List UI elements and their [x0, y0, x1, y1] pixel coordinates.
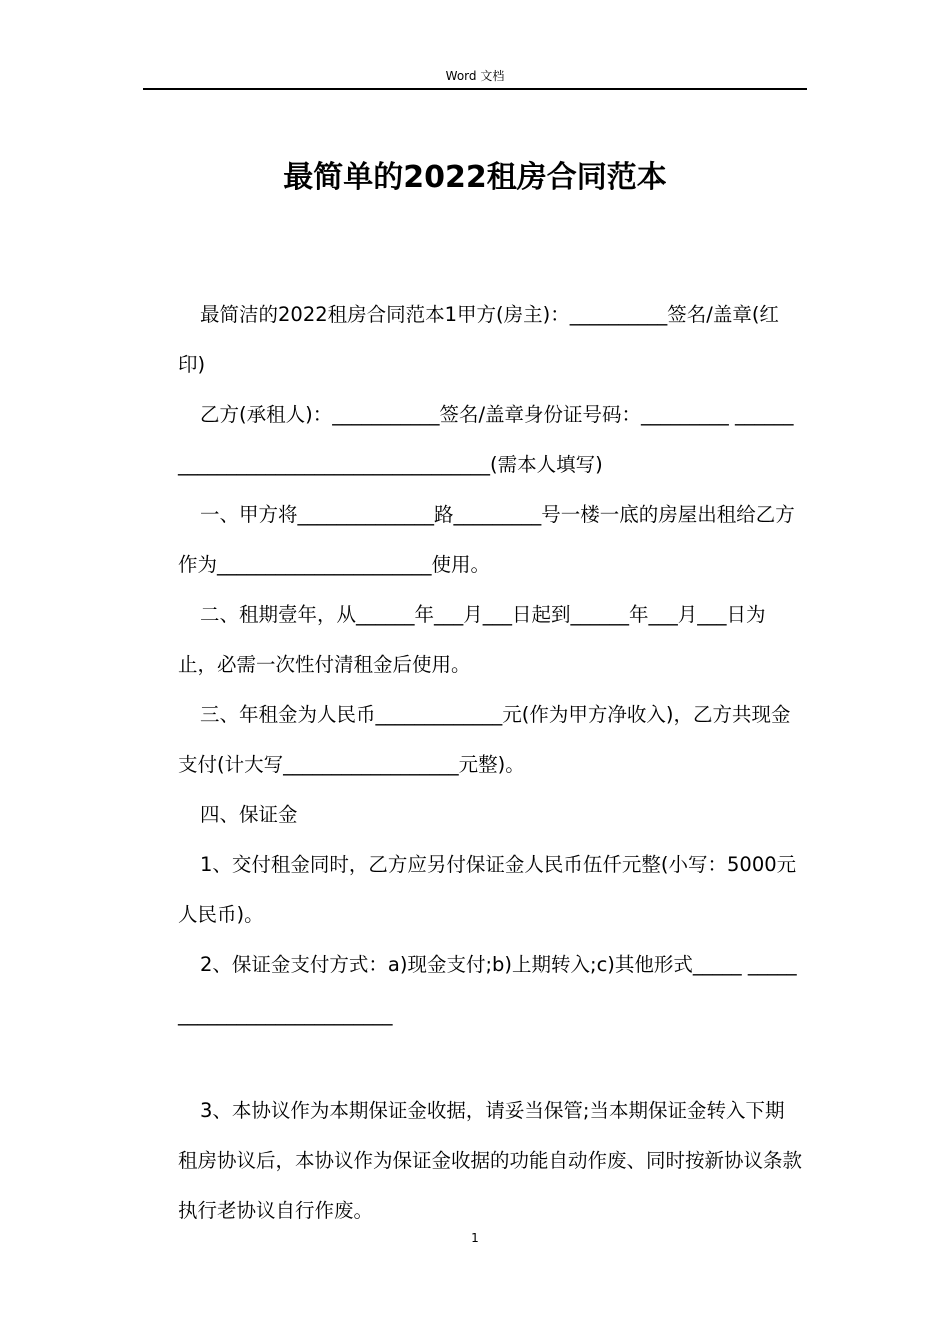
paragraph-deposit-3: 3、本协议作为本期保证金收据，请妥当保管;当本期保证金转入下期租房协议后，本协议作为保证金收据的功能自动作废、同时按新协议条款执行老协议自行作废。 [178, 1099, 803, 1222]
paragraph-deposit-1: 1、交付租金同时，乙方应另付保证金人民币伍仟元整(小写：5000元人民币)。 [178, 853, 797, 926]
document-body [178, 290, 802, 1236]
page-number: 1 [471, 1231, 479, 1245]
paragraph-deposit-2: 2、保证金支付方式：a)现金支付;b)上期转入;c)其他形式_____ ___________________________ [178, 953, 797, 1026]
paragraph-clause-1: 一、甲方将______________路_________号一楼一底的房屋出租给乙方作为______________________使用。 [178, 503, 795, 576]
paragraph-party-b: 乙方(承租人)：___________签名/盖章身份证号码：_________ ______________________________________(需本人填写) [178, 403, 794, 476]
header-label: Word 文档 [445, 69, 505, 83]
paragraph-clause-2: 二、租期壹年，从______年___月___日起到______年___月___日为止，必需一次性付清租金后使用。 [178, 603, 766, 676]
paragraph-party-a: 最简洁的2022租房合同范本1甲方(房主)：__________签名/盖章(红印) [178, 303, 779, 376]
page-header [143, 66, 807, 90]
document-title: 最简单的2022租房合同范本 [283, 160, 667, 195]
paragraph-clause-3: 三、年租金为人民币_____________元(作为甲方净收入)，乙方共现金支付(计大写__________________元整)。 [178, 703, 791, 776]
paragraph-clause-4-heading: 四、保证金 [200, 803, 298, 826]
